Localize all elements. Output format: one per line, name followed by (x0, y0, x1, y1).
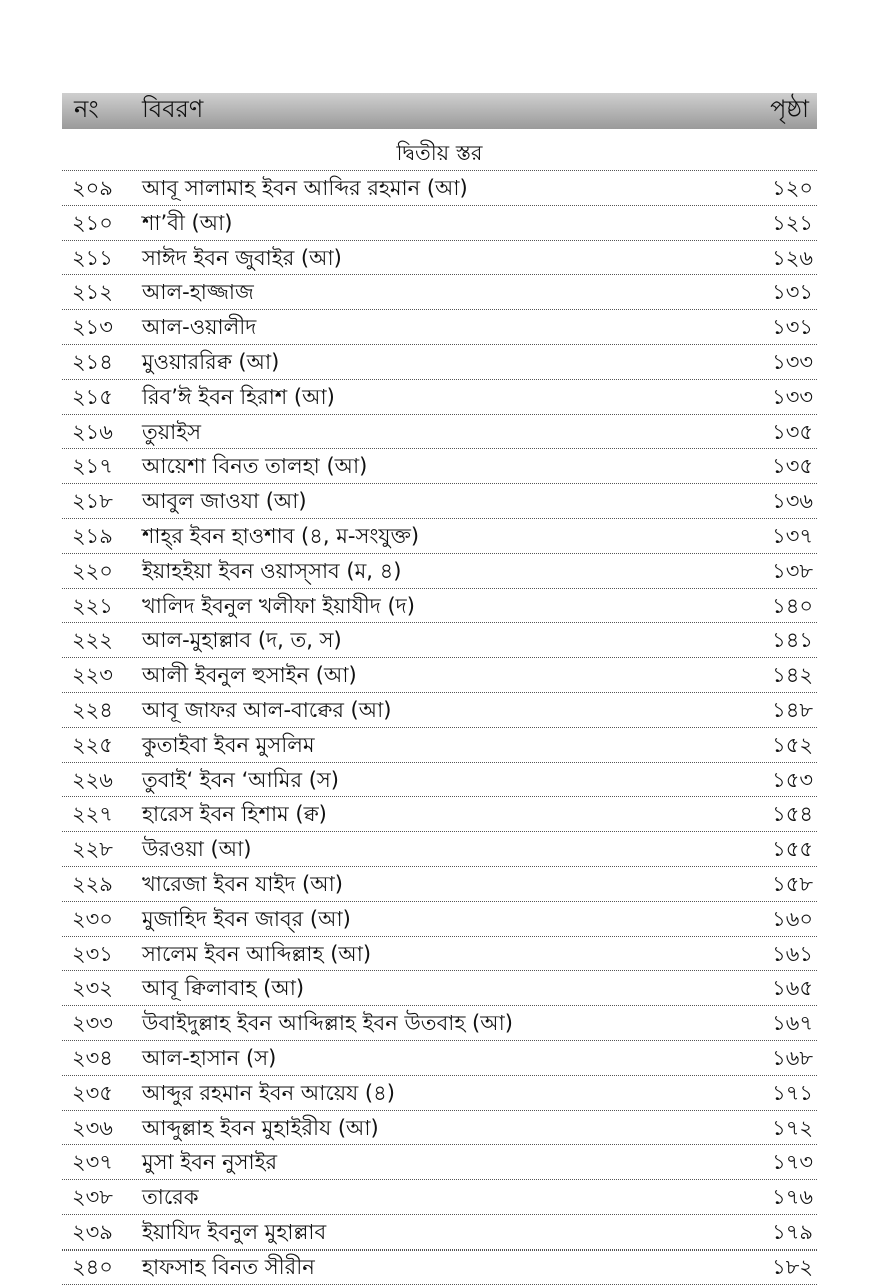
header-number: নং (74, 95, 99, 123)
toc-row (62, 449, 817, 484)
row-number: ২২৫ (72, 732, 113, 757)
toc-row (62, 554, 817, 589)
row-page: ১৬৫ (772, 976, 813, 1001)
row-page: ১২৬ (772, 245, 813, 270)
toc-row (62, 971, 817, 1006)
row-number: ২১০ (72, 210, 113, 235)
row-description: হাফসাহ বিনত সীরীন (142, 1254, 315, 1279)
row-page: ১৭৯ (772, 1219, 813, 1244)
row-description: আবূ ক্বিলাবাহ (আ) (142, 976, 305, 1001)
row-page: ১৫৩ (772, 767, 813, 792)
row-description: তুয়াইস (142, 419, 202, 444)
row-number: ২১৬ (72, 419, 113, 444)
row-number: ২১৪ (72, 349, 113, 374)
row-description: আয়েশা বিনত তালহা (আ) (142, 454, 368, 479)
row-page: ১৫২ (772, 732, 813, 757)
row-description: খালিদ ইবনুল খলীফা ইয়াযীদ (দ) (142, 593, 415, 618)
row-number: ২২৮ (72, 837, 113, 862)
row-number: ২৩৯ (72, 1219, 113, 1244)
toc-row (62, 1076, 817, 1111)
row-number: ২৩৩ (72, 1011, 113, 1036)
row-number: ২০৯ (72, 176, 113, 200)
row-page: ১৪১ (772, 628, 813, 653)
table-header (62, 93, 817, 129)
row-description: আব্দুর রহমান ইবন আয়েয (৪) (142, 1080, 395, 1105)
row-page: ১৬১ (772, 941, 813, 966)
row-page: ১৪৮ (772, 697, 813, 722)
row-number: ২৩৪ (72, 1045, 113, 1070)
row-description: সাঈদ ইবন জুবাইর (আ) (142, 245, 342, 270)
row-description: তুবাই‘ ইবন ‘আমির (স) (142, 767, 339, 792)
row-page: ১৩৮ (772, 558, 813, 583)
row-page: ১৩৩ (772, 349, 813, 374)
row-description: মুজাহিদ ইবন জাব্‌র (আ) (142, 906, 351, 931)
toc-row (62, 171, 817, 206)
row-page: ১৬৭ (772, 1011, 813, 1036)
row-page: ১৭১ (772, 1080, 813, 1105)
row-page: ১৬০ (772, 906, 813, 931)
row-number: ২২৭ (72, 802, 113, 827)
header-description: বিবরণ (142, 95, 204, 123)
row-number: ২৩২ (72, 976, 113, 1001)
row-number: ২৩৭ (72, 1150, 113, 1175)
row-page: ১২০ (772, 176, 813, 200)
row-number: ২২২ (72, 628, 113, 653)
toc-row (62, 867, 817, 902)
row-page: ১৫৫ (772, 837, 813, 862)
row-page: ১৭৬ (772, 1185, 813, 1210)
row-description: আবূ সালামাহ ইবন আব্দির রহমান (আ) (142, 176, 468, 200)
row-number: ২৩০ (72, 906, 113, 931)
bottom-divider (62, 1250, 817, 1251)
row-page: ১৫৮ (772, 871, 813, 896)
row-page: ১৮২ (772, 1254, 813, 1279)
row-description: কুতাইবা ইবন মুসলিম (142, 732, 315, 757)
toc-row (62, 693, 817, 728)
row-page: ১৬৮ (772, 1045, 813, 1070)
toc-row (62, 1041, 817, 1076)
row-number: ২২৬ (72, 767, 113, 792)
row-description: আল-ওয়ালীদ (142, 315, 257, 340)
toc-row (62, 345, 817, 380)
header-page: পৃষ্ঠা (770, 95, 809, 123)
row-number: ২২৩ (72, 663, 113, 688)
row-description: হারেস ইবন হিশাম (ক্ব) (142, 802, 327, 827)
row-page: ১৩৬ (772, 489, 813, 514)
toc-row (62, 275, 817, 310)
toc-row (62, 484, 817, 519)
row-description: সালেম ইবন আব্দিল্লাহ (আ) (142, 941, 372, 966)
row-number: ২২৪ (72, 697, 113, 722)
toc-row (62, 797, 817, 832)
row-page: ১৭৩ (772, 1150, 813, 1175)
row-number: ২২০ (72, 558, 113, 583)
toc-row (62, 763, 817, 798)
row-description: আব্দুল্লাহ ইবন মুহাইরীয (আ) (142, 1115, 379, 1140)
row-description: মুওয়াররিক্ব (আ) (142, 349, 280, 374)
row-number: ২২১ (72, 593, 113, 618)
toc-row (62, 241, 817, 276)
row-number: ২২৯ (72, 871, 113, 896)
row-number: ২১১ (72, 245, 113, 270)
row-page: ১৪০ (772, 593, 813, 618)
row-description: আবুল জাওযা (আ) (142, 489, 307, 514)
row-number: ২৪০ (72, 1254, 113, 1279)
row-page: ১৪২ (772, 663, 813, 688)
row-number: ২১৭ (72, 454, 113, 479)
toc-row (62, 589, 817, 624)
toc-row (62, 310, 817, 345)
toc-list (62, 171, 817, 1285)
row-description: ইয়াহইয়া ইবন ওয়াস্সাব (ম, ৪) (142, 558, 402, 583)
row-page: ১৭২ (772, 1115, 813, 1140)
toc-row (62, 1006, 817, 1041)
toc-row (62, 1250, 817, 1285)
row-number: ২৩৮ (72, 1185, 113, 1210)
row-description: মুসা ইবন নুসাইর (142, 1150, 278, 1175)
section-title: দ্বিতীয় স্তর (62, 136, 817, 171)
row-description: তারেক (142, 1185, 199, 1210)
row-page: ১৫৪ (772, 802, 813, 827)
row-description: উবাইদুল্লাহ ইবন আব্দিল্লাহ ইবন উতবাহ (আ) (142, 1011, 513, 1036)
row-number: ২৩৫ (72, 1080, 113, 1105)
toc-row (62, 728, 817, 763)
row-page: ১৩১ (772, 280, 813, 305)
toc-row (62, 1145, 817, 1180)
row-description: আল-মুহাল্লাব (দ, ত, স) (142, 628, 342, 653)
row-description: শাহ্‌র ইবন হাওশাব (৪, ম-সংযুক্ত) (142, 523, 420, 548)
row-description: উরওয়া (আ) (142, 837, 252, 862)
toc-row (62, 623, 817, 658)
row-description: রিব’ঈ ইবন হিরাশ (আ) (142, 384, 335, 409)
toc-row (62, 658, 817, 693)
toc-row (62, 380, 817, 415)
toc-row (62, 902, 817, 937)
row-description: আল-হাসান (স) (142, 1045, 277, 1070)
row-description: খারেজা ইবন যাইদ (আ) (142, 871, 343, 896)
row-number: ২১৮ (72, 489, 113, 514)
row-page: ১৩৫ (772, 454, 813, 479)
toc-row (62, 1215, 817, 1250)
row-number: ২১৩ (72, 315, 113, 340)
row-description: আবূ জাফর আল-বাক্বের (আ) (142, 697, 392, 722)
row-description: শা’বী (আ) (142, 210, 233, 235)
row-number: ২১৯ (72, 523, 113, 548)
row-number: ২৩৬ (72, 1115, 113, 1140)
toc-row (62, 1111, 817, 1146)
row-description: ইয়াযিদ ইবনুল মুহাল্লাব (142, 1219, 327, 1244)
row-page: ১৩১ (772, 315, 813, 340)
row-page: ১৩৫ (772, 419, 813, 444)
row-number: ২১২ (72, 280, 113, 305)
row-description: আল-হাজ্জাজ (142, 280, 254, 305)
toc-row (62, 206, 817, 241)
toc-row (62, 937, 817, 972)
row-page: ১২১ (772, 210, 813, 235)
row-page: ১৩৩ (772, 384, 813, 409)
toc-row (62, 1180, 817, 1215)
row-page: ১৩৭ (772, 523, 813, 548)
row-number: ২৩১ (72, 941, 113, 966)
row-description: আলী ইবনুল হুসাইন (আ) (142, 663, 357, 688)
toc-row (62, 519, 817, 554)
toc-row (62, 832, 817, 867)
toc-row (62, 415, 817, 450)
row-number: ২১৫ (72, 384, 113, 409)
